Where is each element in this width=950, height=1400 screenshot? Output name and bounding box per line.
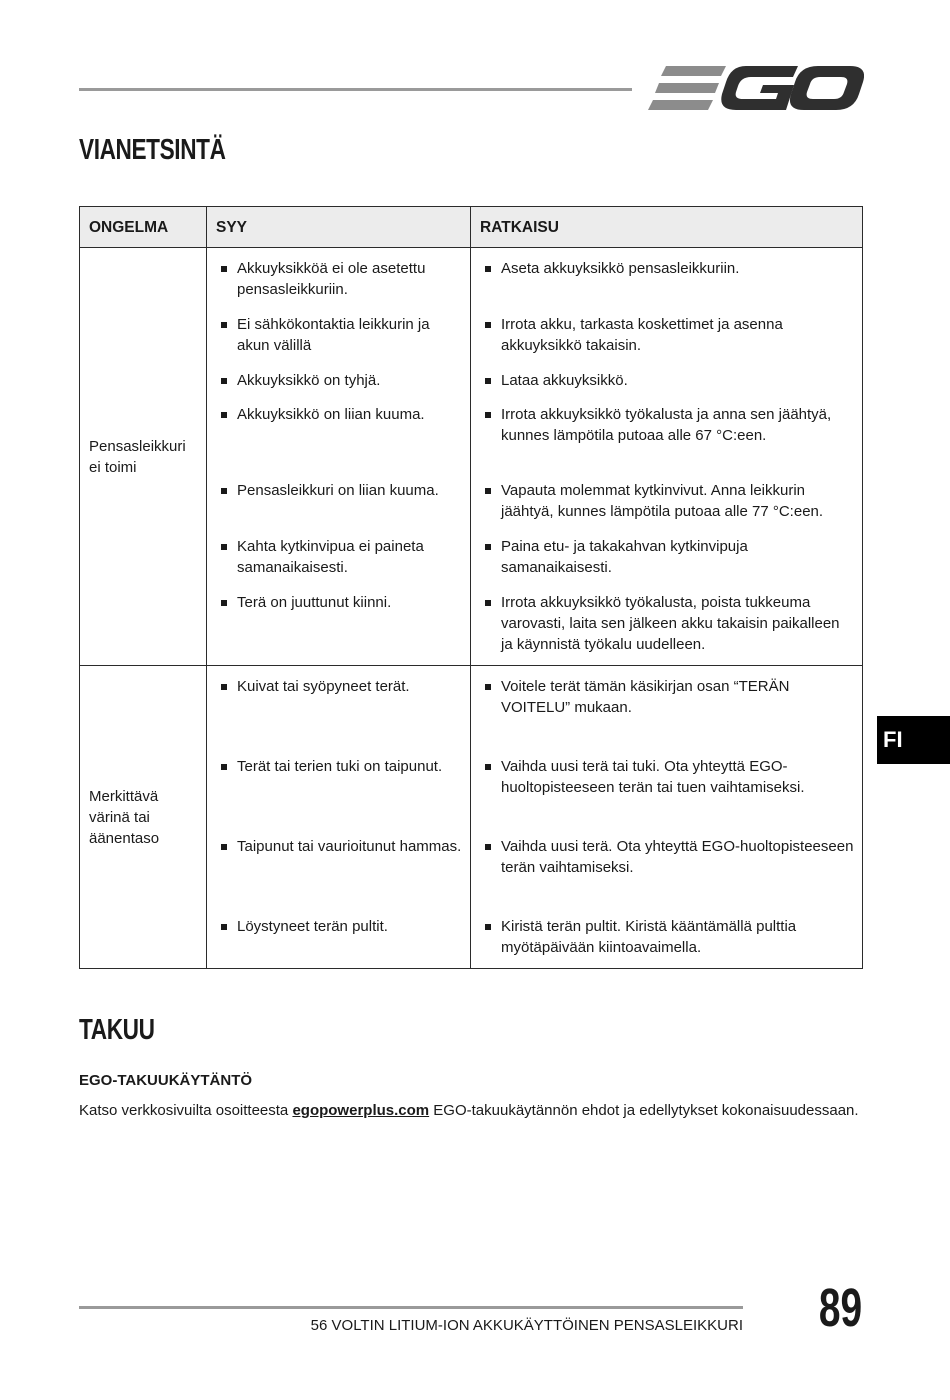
- cause-cell: [207, 666, 471, 969]
- solution-cell: [471, 248, 863, 666]
- solution-item: Irrota akkuyksikkö työkalusta ja anna sen jäähtyä, kunnes lämpötila putoaa alle 67 °C:een.: [483, 404, 854, 476]
- cause-item: Ei sähkökontaktia leikkurin ja akun välillä: [219, 314, 462, 366]
- solution-item: Paina etu- ja takakahvan kytkinvipuja samanaikaisesti.: [483, 536, 854, 588]
- cause-cell: [207, 248, 471, 666]
- table-row: [80, 248, 863, 666]
- cause-item: Akkuyksikkö on tyhjä.: [219, 370, 462, 400]
- warranty-link[interactable]: egopowerplus.com: [292, 1102, 430, 1119]
- table-row: [80, 666, 863, 969]
- warranty-text-end: EGO-takuukäytännön ehdot ja edellytykset kokonaisuudessaan.: [429, 1102, 859, 1119]
- cause-item: Pensasleikkuri on liian kuuma.: [219, 480, 462, 532]
- warranty-heading: TAKUU: [79, 1014, 155, 1046]
- cause-item: Terät tai terien tuki on taipunut.: [219, 756, 462, 832]
- solution-item: Voitele terät tämän käsikirjan osan “TERÄN VOITELU” mukaan.: [483, 676, 854, 752]
- solution-cell: [471, 666, 863, 969]
- cause-item: Löystyneet terän pultit.: [219, 916, 462, 958]
- column-header-cause: SYY: [207, 207, 471, 248]
- cause-item: Akkuyksikkö on liian kuuma.: [219, 404, 462, 476]
- ego-logo: [648, 62, 864, 114]
- warranty-text-start: Katso verkkosivuilta osoitteesta: [79, 1102, 293, 1119]
- cause-item: Akkuyksikköä ei ole asetettu pensasleikkuriin.: [219, 258, 462, 310]
- cause-item: Kuivat tai syöpyneet terät.: [219, 676, 462, 752]
- cause-item: Taipunut tai vaurioitunut hammas.: [219, 836, 462, 912]
- footer-title: 56 VOLTIN LITIUM-ION AKKUKÄYTTÖINEN PENSASLEIKKURI: [310, 1317, 743, 1334]
- page-number: 89: [818, 1278, 862, 1338]
- column-header-solution: RATKAISU: [471, 207, 863, 248]
- header-rule: [79, 88, 632, 91]
- solution-item: Vapauta molemmat kytkinvivut. Anna leikkurin jäähtyä, kunnes lämpötila putoaa alle 77 °C:een.: [483, 480, 854, 532]
- solution-item: Irrota akkuyksikkö työkalusta, poista tukkeuma varovasti, laita sen jälkeen akku takaisin paikalleen ja käynnistä työkalu uudelleen.: [483, 592, 854, 655]
- troubleshooting-heading: VIANETSINTÄ: [79, 134, 226, 166]
- problem-cell: Pensasleikkuri ei toimi: [80, 248, 207, 666]
- footer-rule: [79, 1306, 743, 1309]
- warranty-text: [79, 1100, 859, 1121]
- troubleshooting-table: [79, 206, 863, 969]
- cause-item: Kahta kytkinvipua ei paineta samanaikaisesti.: [219, 536, 462, 588]
- solution-item: Irrota akku, tarkasta koskettimet ja asenna akkuyksikkö takaisin.: [483, 314, 854, 366]
- solution-item: Kiristä terän pultit. Kiristä kääntämällä pulttia myötäpäivään kiintoavaimella.: [483, 916, 854, 958]
- column-header-problem: ONGELMA: [80, 207, 207, 248]
- solution-item: Lataa akkuyksikkö.: [483, 370, 854, 400]
- problem-cell: Merkittävä värinä tai äänentaso: [80, 666, 207, 969]
- solution-item: Vaihda uusi terä tai tuki. Ota yhteyttä EGO-huoltopisteeseen terän tai tuen vaihtamiseksi.: [483, 756, 854, 832]
- table-header-row: [80, 207, 863, 248]
- warranty-subheading: EGO-TAKUUKÄYTÄNTÖ: [79, 1072, 253, 1089]
- cause-item: Terä on juuttunut kiinni.: [219, 592, 462, 655]
- solution-item: Aseta akkuyksikkö pensasleikkuriin.: [483, 258, 854, 310]
- solution-item: Vaihda uusi terä. Ota yhteyttä EGO-huoltopisteeseen terän vaihtamiseksi.: [483, 836, 854, 912]
- language-tab: FI: [877, 716, 950, 764]
